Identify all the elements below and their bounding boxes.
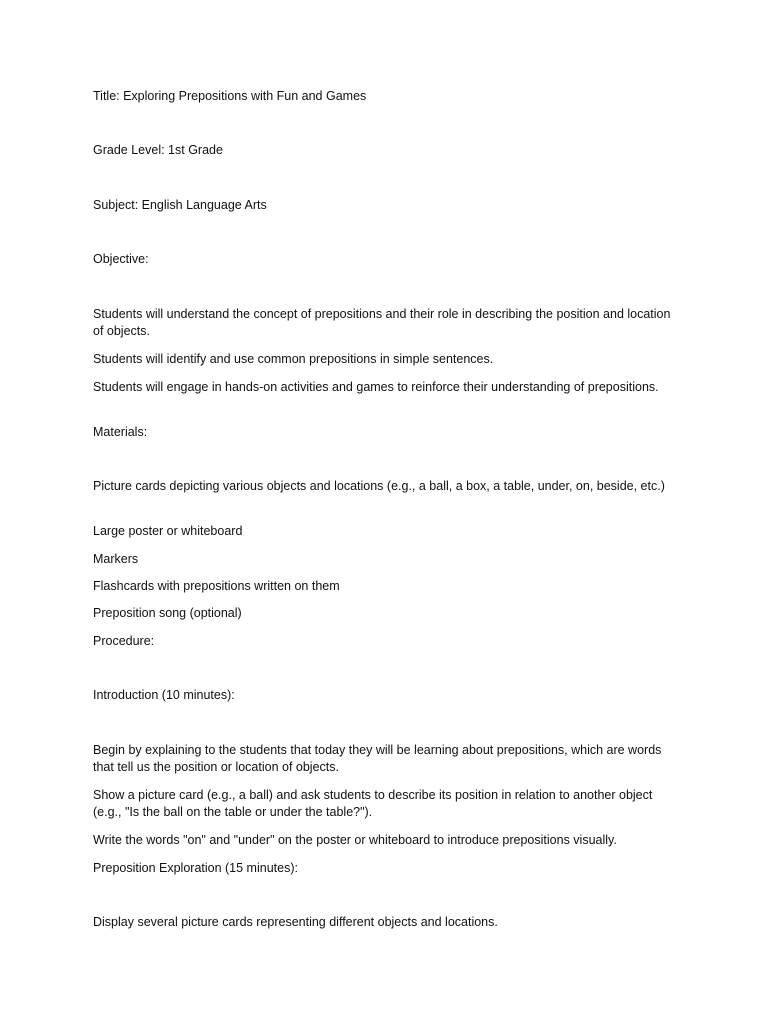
materials-heading: Materials: [93, 425, 148, 439]
introduction-step: Write the words "on" and "under" on the poster or whiteboard to introduce prepositions visually. [93, 833, 617, 847]
introduction-step: Begin by explaining to the students that today they will be learning about prepositions, which are words that tell us the position or location of objects. [93, 743, 662, 774]
objective-item: Students will identify and use common prepositions in simple sentences. [93, 352, 494, 366]
objective-heading: Objective: [93, 252, 149, 266]
exploration-heading: Preposition Exploration (15 minutes): [93, 861, 298, 875]
objective-item: Students will understand the concept of prepositions and their role in describing the position and location of objects. [93, 307, 671, 338]
material-item: Large poster or whiteboard [93, 524, 243, 538]
subject: Subject: English Language Arts [93, 198, 267, 212]
material-item: Markers [93, 552, 139, 566]
material-item: Picture cards depicting various objects and locations (e.g., a ball, a box, a table, under, on, beside, etc.) [93, 479, 665, 493]
introduction-step: Show a picture card (e.g., a ball) and ask students to describe its position in relation to another object (e.g., "Is the ball on the table or under the table?"). [93, 788, 653, 819]
procedure-heading: Procedure: [93, 634, 155, 648]
introduction-heading: Introduction (10 minutes): [93, 688, 235, 702]
material-item: Preposition song (optional) [93, 606, 242, 620]
lesson-title: Title: Exploring Prepositions with Fun and Games [93, 89, 367, 103]
grade-level: Grade Level: 1st Grade [93, 143, 223, 157]
objective-item: Students will engage in hands-on activities and games to reinforce their understanding of prepositions. [93, 380, 659, 394]
material-item: Flashcards with prepositions written on them [93, 579, 340, 593]
exploration-step: Display several picture cards representing different objects and locations. [93, 915, 498, 929]
